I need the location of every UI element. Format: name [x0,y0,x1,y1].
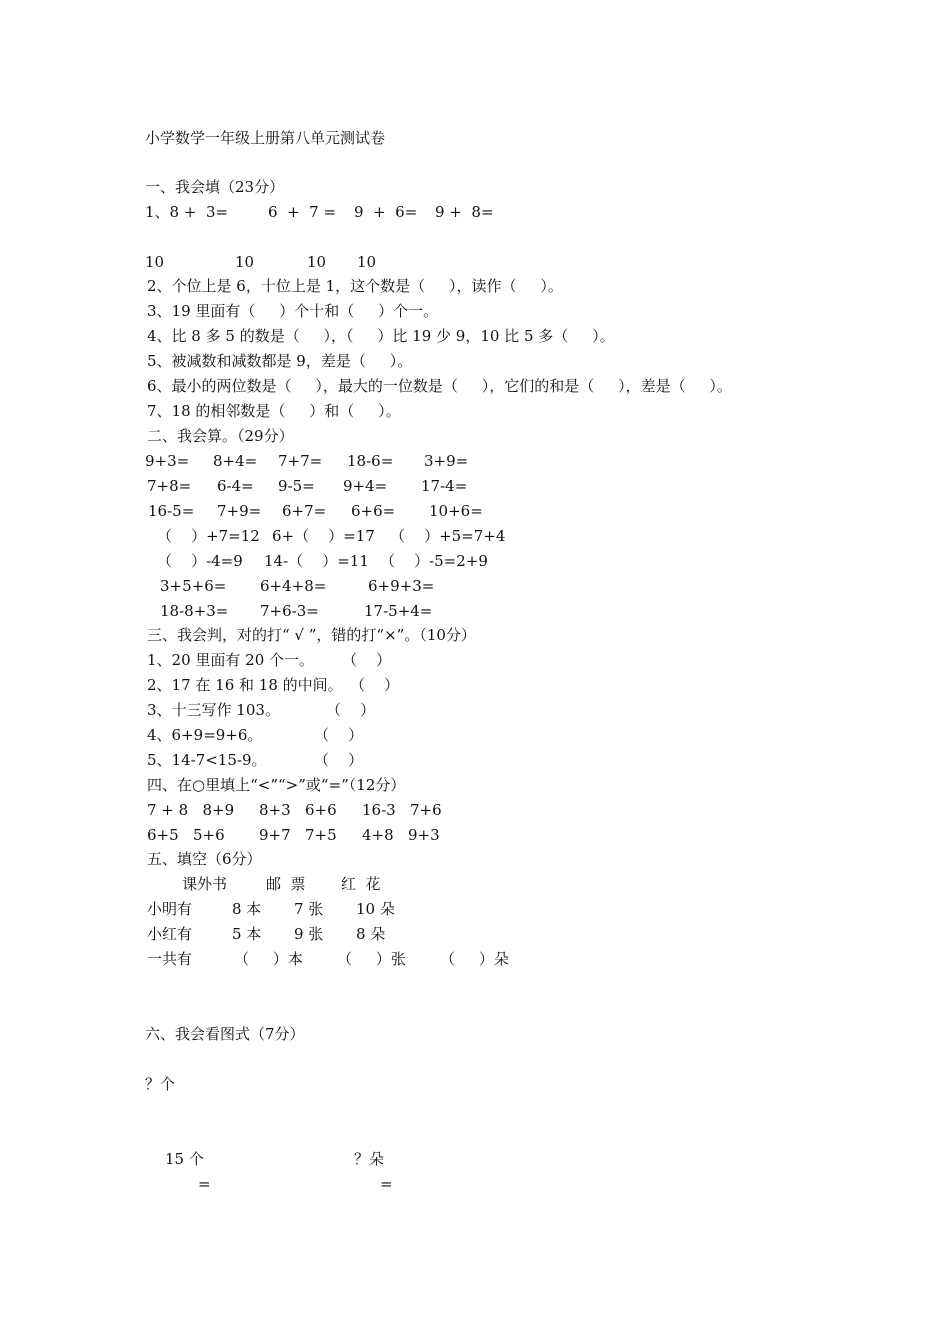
question-2: 2、个位上是 6，十位上是 1，这个数是（ ），读作（ ）。 [147,277,563,295]
judge-item: 2、17 在 16 和 18 的中间。 [147,676,343,694]
compare-item: 7 + 8 8+9 [147,801,235,819]
table-cell: 5 本 [232,925,262,943]
calc-item: 6+9+3= [368,577,435,595]
calc-item: 8+4= [213,452,258,470]
table-cell: 7 张 [294,900,324,918]
equation-blank-right: = [380,1175,393,1193]
section-6-heading: 六、我会看图式（7分） [145,1025,305,1043]
calc-item: 18-6= [347,452,394,470]
calc-item: 6+4+8= [260,577,327,595]
question-mark-label: ？个 [145,1075,176,1093]
judge-item: 1、20 里面有 20 个一。 [147,651,315,669]
calc-item: 17-4= [421,477,468,495]
calc-item: 9-5= [278,477,315,495]
calc-item: 3+9= [424,452,469,470]
calc-item: 3+5+6= [160,577,227,595]
page-title: 小学数学一年级上册第八单元测试卷 [145,129,386,147]
table-header: 课外书 [182,875,228,893]
table-cell: 8 朵 [356,925,386,943]
question-1d: 9 + 8= [435,203,494,221]
table-cell: 9 张 [294,925,324,943]
calc-item: 6+6= [351,502,396,520]
calc-item: 10+6= [429,502,483,520]
denominator-1: 10 [145,253,165,271]
denominator-4: 10 [357,253,377,271]
table-cell: 10 朵 [356,900,395,918]
judge-paren: （ ） [350,676,400,694]
calc-item: 6+7= [282,502,327,520]
section-1-heading: 一、我会填（23分） [145,178,285,196]
question-1c: 9 + 6= [354,203,418,221]
table-cell: （ ）朵 [440,950,509,968]
calc-item: 6+（ ）=17 [272,527,375,545]
calc-item: （ ）+5=7+4 [390,527,506,545]
compare-item: 6+5 5+6 [147,826,225,844]
calc-item: 9+3= [145,452,190,470]
calc-item: 7+8= [147,477,192,495]
calc-item: 17-5+4= [364,602,433,620]
compare-item: 9+7 7+5 [259,826,337,844]
compare-item: 16-3 7+6 [362,801,442,819]
calc-item: 6-4= [217,477,254,495]
question-7: 7、18 的相邻数是（ ）和（ ）。 [147,402,401,420]
compare-item: 4+8 9+3 [362,826,440,844]
calc-item: （ ）-4=9 [157,552,243,570]
question-5: 5、被减数和减数都是 9，差是（ ）。 [147,352,413,370]
table-cell: （ ）本 [234,950,303,968]
section-5-heading: 五、填空（6分） [147,850,262,868]
section-4-heading: 四、在○里填上“<”“>”或“=”（12分） [147,776,406,794]
question-4: 4、比 8 多 5 的数是（ ），（ ）比 19 少 9，10 比 5 多（ ）。 [147,327,615,345]
denominator-2: 10 [235,253,255,271]
row-label: 一共有 [147,950,193,968]
judge-item: 5、14-7<15-9。 [147,751,267,769]
table-cell: 8 本 [232,900,262,918]
question-6: 6、最小的两位数是（ ），最大的一位数是（ ），它们的和是（ ），差是（ ）。 [147,377,732,395]
picture-label-left: 15 个 [165,1150,204,1168]
section-3-heading: 三、我会判，对的打“ √ ”，错的打“×”。（10分） [147,626,476,644]
table-header: 红 花 [341,875,381,893]
section-2-heading: 二、我会算。（29分） [147,427,294,445]
calc-item: 18-8+3= [160,602,229,620]
judge-item: 4、6+9=9+6。 [147,726,263,744]
equation-blank-left: = [198,1175,211,1193]
calc-item: 7+7= [278,452,323,470]
calc-item: 14-（ ）=11 [264,552,369,570]
judge-paren: （ ） [314,726,364,744]
calc-item: 7+9= [217,502,262,520]
calc-item: （ ）-5=2+9 [380,552,488,570]
picture-label-right: ？朵 [354,1150,385,1168]
calc-item: （ ）+7=12 [157,527,260,545]
judge-paren: （ ） [342,651,392,669]
judge-item: 3、十三写作 103。 [147,701,280,719]
table-header: 邮 票 [266,875,306,893]
denominator-3: 10 [307,253,327,271]
row-label: 小明有 [147,900,193,918]
calc-item: 9+4= [343,477,388,495]
row-label: 小红有 [147,925,193,943]
question-1a: 1、8 + 3= [145,203,229,221]
calc-item: 16-5= [148,502,195,520]
calc-item: 7+6-3= [260,602,319,620]
question-1b: 6 + 7 = [268,203,337,221]
judge-paren: （ ） [326,701,376,719]
question-3: 3、19 里面有（ ）个十和（ ）个一。 [147,302,439,320]
compare-item: 8+3 6+6 [259,801,337,819]
table-cell: （ ）张 [337,950,406,968]
judge-paren: （ ） [314,751,364,769]
